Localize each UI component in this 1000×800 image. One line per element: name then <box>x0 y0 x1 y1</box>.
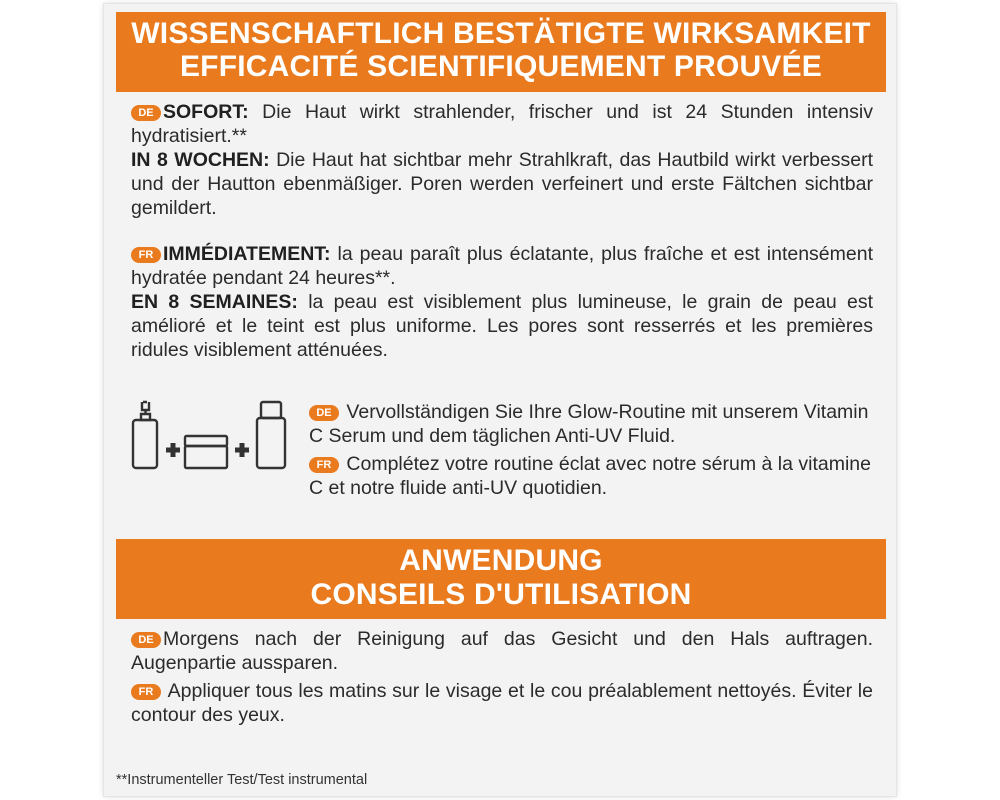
usage-text-fr: Appliquer tous les matins sur le visage et le cou préalablement nettoyés. Éviter le contour des yeux. <box>131 680 873 726</box>
language-tag-de: DE <box>131 105 161 121</box>
plus-icon <box>166 443 180 457</box>
immediate-label-fr: IMMÉDIATEMENT: <box>163 243 331 265</box>
routine-icons <box>129 398 294 478</box>
weeks-text-fr: la peau est visiblement plus lumineuse, le grain de peau est amélioré et le teint est plus uniforme. Les pores sont resserrés et les premières ridules visiblement atténuées. <box>131 291 873 361</box>
language-tag-fr: FR <box>131 247 161 263</box>
immediate-label-de: SOFORT: <box>163 101 249 123</box>
usage-title-de: ANWENDUNG <box>399 544 603 577</box>
fluid-bottle-icon <box>257 402 285 468</box>
plus-icon <box>235 443 249 457</box>
usage-header <box>116 539 886 619</box>
efficacy-fr-section <box>131 242 873 362</box>
routine-section <box>309 400 879 500</box>
efficacy-title-fr: EFFICACITÉ SCIENTIFIQUEMENT PROUVÉE <box>179 50 823 83</box>
routine-text-fr: Complétez votre routine éclat avec notre sérum à la vitamine C et notre fluide anti-UV quotidien. <box>309 453 871 499</box>
footnote: **Instrumenteller Test/Test instrumental <box>116 772 368 788</box>
efficacy-header <box>116 12 886 92</box>
immediate-text-de: Die Haut wirkt strahlender, frischer und ist 24 Stunden intensiv hydratisiert.** <box>131 101 873 147</box>
usage-text-de: Morgens nach der Reinigung auf das Gesicht und den Hals auftragen. Augenpartie aussparen. <box>131 628 873 674</box>
language-tag-de: DE <box>131 632 161 648</box>
immediate-text-fr: la peau paraît plus éclatante, plus fraîche et est intensément hydratée pendant 24 heures**. <box>131 243 873 289</box>
efficacy-title-de: WISSENSCHAFTLICH BESTÄTIGTE WIRKSAMKEIT <box>131 17 871 50</box>
routine-text-de: Vervollständigen Sie Ihre Glow-Routine mit unserem Vitamin C Serum und dem täglichen Anti-UV Fluid. <box>309 401 869 447</box>
weeks-label-de: IN 8 WOCHEN: <box>131 149 270 171</box>
weeks-label-fr: EN 8 SEMAINES: <box>131 291 298 313</box>
usage-section <box>131 627 873 727</box>
language-tag-fr: FR <box>131 684 161 700</box>
language-tag-de: DE <box>309 405 339 421</box>
product-info-panel <box>104 4 896 796</box>
serum-bottle-icon <box>133 402 157 468</box>
language-tag-fr: FR <box>309 457 339 473</box>
efficacy-de-section <box>131 100 873 220</box>
usage-title-fr: CONSEILS D'UTILISATION <box>310 578 692 611</box>
weeks-text-de: Die Haut hat sichtbar mehr Strahlkraft, das Hautbild wirkt verbessert und der Hautton ebenmäßiger. Poren werden verfeinert und erste Fältchen sichtbar gemildert. <box>131 149 874 219</box>
cream-jar-icon <box>185 436 227 468</box>
